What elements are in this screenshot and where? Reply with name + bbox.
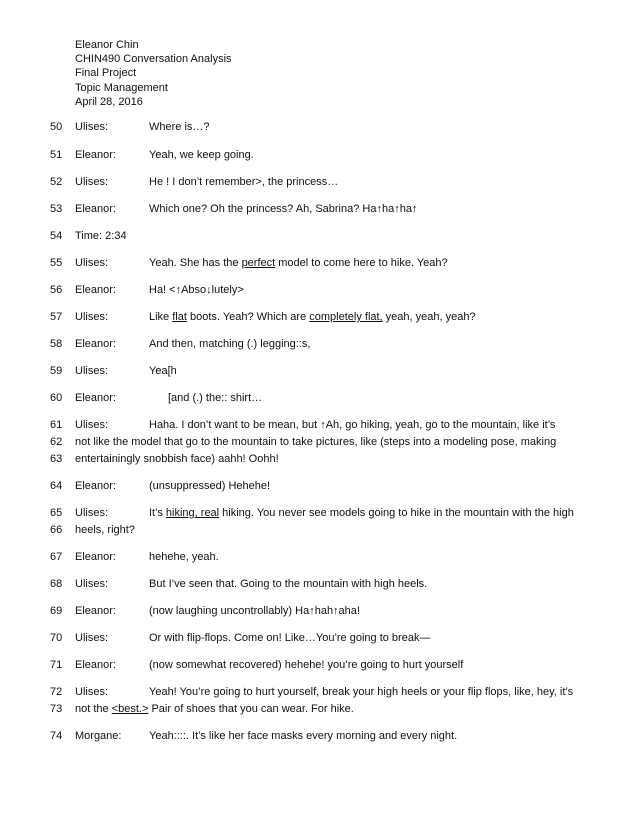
transcript-line-50 xyxy=(0,120,638,134)
line-number: 74 xyxy=(50,730,63,742)
line-number: 65 xyxy=(50,507,63,519)
line-number: 68 xyxy=(50,578,63,590)
line-number: 62 xyxy=(50,436,63,448)
underlined-word: perfect xyxy=(241,257,276,269)
utterance-text: Or with flip-flops. Come on! Like…You’re going to break— xyxy=(149,632,431,644)
speaker-label: Eleanor: xyxy=(75,392,116,404)
transcript-line-71 xyxy=(0,658,638,672)
transcript-line-63 xyxy=(0,452,638,466)
utterance-text: Yea[h xyxy=(149,365,177,377)
speaker-label: Eleanor: xyxy=(75,203,116,215)
transcript-line-57 xyxy=(0,310,638,324)
utterance-text: (now laughing uncontrollably) Ha↑hah↑aha! xyxy=(149,605,360,617)
line-number: 51 xyxy=(50,149,63,161)
utterance-continuation: not like the model that go to the mountain to take pictures, like (steps into a modeling pose, making xyxy=(75,436,557,448)
utterance-text: (now somewhat recovered) hehehe! you’re going to hurt yourself xyxy=(149,659,464,671)
line-number: 58 xyxy=(50,338,63,350)
utterance-segment: It’s xyxy=(149,507,166,519)
line-number: 61 xyxy=(50,419,63,431)
line-number: 50 xyxy=(50,121,63,133)
utterance-text: Which one? Oh the princess? Ah, Sabrina? Ha↑ha↑ha↑ xyxy=(149,203,418,215)
line-number: 64 xyxy=(50,480,63,492)
line-number: 63 xyxy=(50,453,63,465)
timestamp-label: Time: 2:34 xyxy=(75,230,127,242)
speaker-label: Ulises: xyxy=(75,176,109,188)
utterance-segment: Like xyxy=(149,311,173,323)
line-number: 59 xyxy=(50,365,63,377)
utterance-text: Yeah! You’re going to hurt yourself, break your high heels or your flip flops, like, hey, it’s xyxy=(149,686,574,698)
speaker-label: Ulises: xyxy=(75,257,109,269)
line-number: 52 xyxy=(50,176,63,188)
utterance-text: He ! I don’t remember>, the princess… xyxy=(149,176,339,188)
transcript-line-56 xyxy=(0,283,638,297)
utterance-continuation: entertainingly snobbish face) aahh! Oohh! xyxy=(75,453,279,465)
utterance-continuation xyxy=(75,702,354,716)
utterance-text: Where is…? xyxy=(149,121,210,133)
speaker-label: Ulises: xyxy=(75,686,109,698)
transcript-line-53 xyxy=(0,202,638,216)
transcript-line-68 xyxy=(0,577,638,591)
utterance-text xyxy=(149,310,476,324)
line-number: 66 xyxy=(50,524,63,536)
speaker-label: Ulises: xyxy=(75,311,109,323)
utterance-text: Yeah, we keep going. xyxy=(149,149,254,161)
transcript-line-51 xyxy=(0,148,638,162)
speaker-label: Ulises: xyxy=(75,632,109,644)
transcript-line-65 xyxy=(0,506,638,520)
utterance-text: And then, matching (.) legging::s, xyxy=(149,338,311,350)
document-header xyxy=(75,38,232,109)
line-number: 70 xyxy=(50,632,63,644)
utterance-text: Haha. I don’t want to be mean, but ↑Ah, go hiking, yeah, go to the mountain, like it’s xyxy=(149,419,556,431)
speaker-label: Morgane: xyxy=(75,730,122,742)
utterance-text: But I’ve seen that. Going to the mountain with high heels. xyxy=(149,578,428,590)
line-number: 57 xyxy=(50,311,63,323)
course-title: CHIN490 Conversation Analysis xyxy=(75,53,232,66)
speaker-label: Ulises: xyxy=(75,365,109,377)
underlined-phrase: hiking, real xyxy=(165,507,220,519)
line-number: 55 xyxy=(50,257,63,269)
utterance-text: [and (.) the:: shirt… xyxy=(168,392,263,404)
transcript-line-67 xyxy=(0,550,638,564)
transcript-line-69 xyxy=(0,604,638,618)
speaker-label: Ulises: xyxy=(75,578,109,590)
utterance-segment: hiking. You never see models going to hike in the mountain with the high xyxy=(219,507,574,519)
transcript-line-55 xyxy=(0,256,638,270)
speaker-label: Eleanor: xyxy=(75,284,116,296)
underlined-phrase: <best.> xyxy=(111,703,149,715)
speaker-label: Ulises: xyxy=(75,507,109,519)
line-number: 53 xyxy=(50,203,63,215)
line-number: 72 xyxy=(50,686,63,698)
utterance-text xyxy=(149,256,448,270)
document-date: April 28, 2016 xyxy=(75,95,143,108)
utterance-text: Ha! <↑Abso↓lutely> xyxy=(149,284,244,296)
transcript-line-60 xyxy=(0,391,638,405)
speaker-label: Eleanor: xyxy=(75,551,116,563)
speaker-label: Ulises: xyxy=(75,121,109,133)
line-number: 73 xyxy=(50,703,63,715)
speaker-label: Ulises: xyxy=(75,419,109,431)
line-number: 54 xyxy=(50,230,63,242)
speaker-label: Eleanor: xyxy=(75,149,116,161)
topic-title: Topic Management xyxy=(75,81,168,94)
project-title: Final Project xyxy=(75,67,137,80)
transcript-line-73 xyxy=(0,702,638,716)
line-number: 67 xyxy=(50,551,63,563)
author-name: Eleanor Chin xyxy=(75,39,139,51)
utterance-continuation: heels, right? xyxy=(75,524,135,536)
line-number: 69 xyxy=(50,605,63,617)
transcript-line-52 xyxy=(0,175,638,189)
underlined-phrase: completely flat, xyxy=(309,311,383,323)
transcript-line-66 xyxy=(0,523,638,537)
utterance-segment: boots. Yeah? Which are xyxy=(186,311,310,323)
utterance-text: Yeah::::. It’s like her face masks every morning and every night. xyxy=(149,730,458,742)
transcript-line-62 xyxy=(0,435,638,449)
speaker-label: Eleanor: xyxy=(75,338,116,350)
utterance-segment: not the xyxy=(75,703,112,715)
line-number: 71 xyxy=(50,659,63,671)
transcript-line-59 xyxy=(0,364,638,378)
speaker-label: Eleanor: xyxy=(75,659,116,671)
transcript-line-72 xyxy=(0,685,638,699)
transcript-line-70 xyxy=(0,631,638,645)
transcript-line-58 xyxy=(0,337,638,351)
utterance-segment: yeah, yeah, yeah? xyxy=(382,311,476,323)
transcript-line-54 xyxy=(0,229,638,243)
utterance-segment: model to come here to hike. Yeah? xyxy=(275,257,448,269)
utterance-segment: Yeah. She has the xyxy=(149,257,242,269)
speaker-label: Eleanor: xyxy=(75,480,116,492)
utterance-text: (unsuppressed) Hehehe! xyxy=(149,480,271,492)
line-number: 56 xyxy=(50,284,63,296)
utterance-text xyxy=(149,506,574,520)
underlined-word: flat xyxy=(172,311,187,323)
transcript-line-64 xyxy=(0,479,638,493)
speaker-label: Eleanor: xyxy=(75,605,116,617)
transcript-line-74 xyxy=(0,729,638,743)
line-number: 60 xyxy=(50,392,63,404)
utterance-segment: Pair of shoes that you can wear. For hike. xyxy=(148,703,354,715)
utterance-text: hehehe, yeah. xyxy=(149,551,219,563)
transcript-line-61 xyxy=(0,418,638,432)
